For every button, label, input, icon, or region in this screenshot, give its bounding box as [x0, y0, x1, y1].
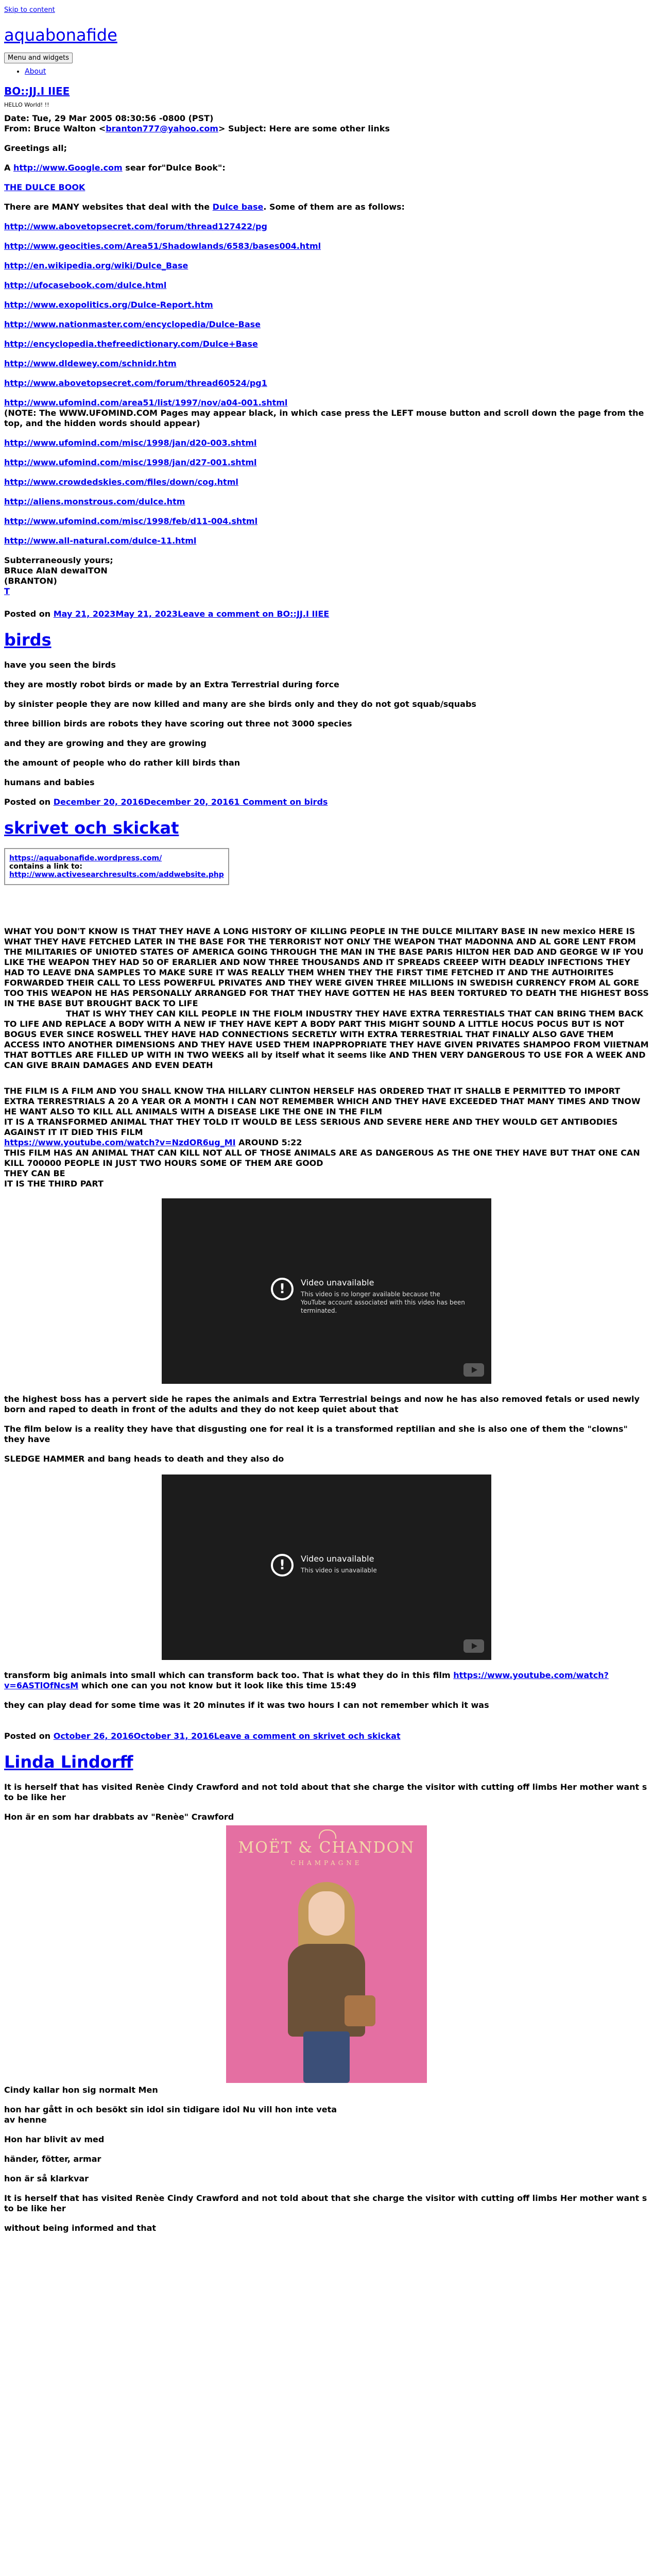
link-item	[4, 359, 649, 369]
video-error-message: This video is no longer available because the YouTube account associated with this video has been terminated.	[301, 1291, 465, 1315]
dulce-book-line	[4, 182, 649, 193]
post-bo-jj	[4, 85, 649, 619]
comment-link[interactable]: Leave a comment on BO::JJ.I IIEE	[178, 609, 330, 619]
post-skrivet-och-skickat	[4, 818, 649, 1741]
post-title	[4, 818, 649, 838]
yt-around: AROUND 5:22	[235, 1138, 302, 1147]
video-error-message: This video is unavailable	[301, 1567, 377, 1574]
post-line: Hon är en som har drabbats av "Renèe" Crawford	[4, 1812, 234, 1822]
google-suffix: sear for"Dulce Book":	[122, 163, 226, 173]
yt-line	[4, 1138, 649, 1148]
link-item	[4, 457, 649, 468]
youtube-embed[interactable]	[162, 1198, 491, 1384]
ufomind-note: (NOTE: The WWW.UFOMIND.COM Pages may appear black, in which case press the LEFT mouse button and scroll down the page from the top, and the hidden words should appear)	[4, 408, 644, 428]
crest-icon	[319, 1829, 336, 1839]
email-from	[4, 124, 649, 134]
post-line	[4, 1670, 649, 1691]
post-line: av henne	[4, 2115, 47, 2125]
dulce-base-link[interactable]: Dulce base	[212, 202, 264, 212]
photo-brand: MOËT & CHANDON	[238, 1839, 415, 1857]
post-title	[4, 85, 649, 97]
menu-and-widgets-button[interactable]: Menu and widgets	[4, 53, 73, 63]
hello-text: HELLO World! !!	[4, 101, 49, 108]
post-line: It is herself that has visited Renèe Cindy Crawford and not told about that she charge the visitor with cutting off limbs Her mother want s to be like her	[4, 1782, 647, 1802]
comment-link[interactable]: Leave a comment on skrivet och skickat	[214, 1731, 401, 1741]
resource-link[interactable]: http://www.abovetopsecret.com/forum/thread127422/pg	[4, 222, 267, 231]
post-line: hon är så klarkvar	[4, 2174, 89, 2183]
post-linda-lindorff	[4, 1752, 649, 2233]
post-line: The film below is a reality they have that disgusting one for real it is a transformed reptilian and she is also one of them the "clowns" they have	[4, 1424, 628, 1444]
resource-link[interactable]: http://encyclopedia.thefreedictionary.com/Dulce+Base	[4, 339, 258, 349]
post-line: the highest boss has a pervert side he rapes the animals and Extra Terrestrial beings and now he has also removed fetals or used newly born and raped to death in front of the adults and they do not keep quiet about that	[4, 1394, 640, 1414]
comment-link[interactable]: 1 Comment on birds	[234, 797, 328, 807]
caps-paragraph: THAT IS WHY THEY CAN KILL PEOPLE IN THE FIOLM INDUSTRY THEY HAVE EXTRA TERRESTIALS THAT CAN BRING THEM BACK TO LIFE AND REPLACE A BODY WITH A NEW IF THEY HAVE KEPT A BODY PART THIS MIGHT SOUND A LITTLE HOCUS POCUS BUT IS NOT BOGUS EVER SINCE ROSWELL THEY HAVE HAD CONNECTIONS SECRETLY WITH EXTRA TERRESTRIAL THAT FINALLY ALSO GAVE THEM ACCESS INTO ANOTHER DIMENSIONS AND THEY HAVE USED THEM INAPPROPRIATE THEY HAVE GIVEN PRIVATES SHAMPOO FROM VIIETNAM THAT BOTTLES ARE FILLED UP WITH IN TWO WEEKS all by itself what it seems like AND THEN VERY DANGEROUS TO USE FOR A WEEK AND CAN GIVE BRAIN DAMAGES AND EVEN DEATH	[4, 1009, 649, 1070]
post-title-link[interactable]: BO::JJ.I IIEE	[4, 85, 70, 97]
link-item	[4, 378, 649, 388]
email-date: Date: Tue, 29 Mar 2005 08:30:56 -0800 (PST)	[4, 113, 214, 123]
post-birds	[4, 630, 649, 807]
dulce-book-link[interactable]: THE DULCE BOOK	[4, 182, 85, 192]
box-link-site[interactable]: https://aquabonafide.wordpress.com/	[9, 854, 162, 862]
many-suffix: . Some of them are as follows:	[263, 202, 405, 212]
post-meta	[4, 1731, 649, 1741]
nav-item-about	[25, 67, 649, 76]
resource-link[interactable]: http://www.exopolitics.org/Dulce-Report.htm	[4, 300, 213, 310]
caps-paragraph: WHAT YOU DON'T KNOW IS THAT THEY HAVE A LONG HISTORY OF KILLING PEOPLE IN THE DULCE MILITARY BASE IN new mexico HERE IS WHAT THEY HAVE FETCHED LATER IN THE BASE FOR THE TERRORIST NOT ONLY THE WEAPON THAT MADONNA AND AL GORE LENT FROM THE MILITARIES OF UNIOTED STATES OF AMERICA GOING THROUGH THE MAN IN THE BASE PARIS HILTON HER DAD AND GEORGE W IF YOU LIKE THE WEAPON THEY HAD 50 OF ERARLIER AND NOW THREE THOUSANDS AND IT SPREADS CREEEP WITH DEADLY INFECTIONS THEY HAD TO LEAVE DNA SAMPLES TO MAKE SURE IT WAS REALLY THEM WHEN THEY THE FIRST TIME FETCHED IT AND THE AUTHOIRITES FORWARDED THEIR CALL TO LESS POWERFUL PRIVATES AND THEY WERE GIVEN THREE MILLIONS IN SWEDISH CURRENCY FROM AL GORE TOO THIS WEAPON HE HAS PERSONALLY ARRANGED FOR THAT THEY HAVE GOTTEN HE HAS BEEN TORTURED TO DEATH THE HIGHEST BOSS IN THE BASE BUT BROUGHT BACK TO LIFE	[4, 926, 649, 1008]
caps-paragraph: THE FILM IS A FILM AND YOU SHALL KNOW THA HILLARY CLINTON HERSELF HAS ORDERED THAT IT SHALLB E PERMITTED TO IMPORT EXTRA TERRESTRIALS A 20 A YEAR OR A MONTH I CAN NOT REMEMBER WHICH AND THEY HAVE EXCEEDED THAT MANY TIMES AND TNOW HE WANT ALSO TO KILL ALL ANIMALS WITH A DISEASE LIKE THE ONE IN THE FILM	[4, 1086, 641, 1116]
link-item	[4, 339, 649, 349]
nav-link-about[interactable]: About	[25, 67, 46, 76]
greetings: Greetings all;	[4, 143, 67, 153]
resource-link[interactable]: http://www.crowdedskies.com/files/down/cog.html	[4, 477, 238, 487]
youtube-link[interactable]: https://www.youtube.com/watch?v=6ASTlOfNcsM	[4, 1670, 609, 1690]
link-item	[4, 319, 649, 330]
box-link-addwebsite[interactable]: http://www.activesearchresults.com/addwebsite.php	[9, 871, 224, 879]
resource-link[interactable]: http://www.ufomind.com/area51/list/1997/nov/a04-001.shtml	[4, 398, 288, 408]
resource-link[interactable]: http://www.nationmaster.com/encyclopedia/Dulce-Base	[4, 319, 261, 329]
site-title	[4, 25, 649, 45]
post-line: It is herself that has visited Renèe Cindy Crawford and not told about that she charge the visitor with cutting off limbs Her mother want s to be like her	[4, 2193, 647, 2213]
post-line: Hon har blivit av med	[4, 2134, 105, 2144]
email-from-suffix: > Subject: Here are some other links	[218, 124, 390, 133]
post-title-link[interactable]: Linda Lindorff	[4, 1752, 133, 1772]
caps-paragraph: THEY CAN BE	[4, 1168, 65, 1178]
t-line	[4, 586, 649, 597]
link-item	[4, 280, 649, 291]
resource-link[interactable]: http://www.geocities.com/Area51/Shadowlands/6583/bases004.html	[4, 241, 321, 251]
post-meta	[4, 797, 649, 807]
post-line: händer, fötter, armar	[4, 2154, 101, 2164]
post-line: SLEDGE HAMMER and bang heads to death and they also do	[4, 1454, 284, 1464]
alert-icon: !	[271, 1554, 294, 1577]
video-error-title: Video unavailable	[301, 1554, 374, 1564]
posted-on-label: Posted on	[4, 609, 54, 619]
youtube-link[interactable]: https://www.youtube.com/watch?v=NzdOR6ug_MI	[4, 1138, 236, 1147]
caps-paragraph: THIS FILM HAS AN ANIMAL THAT CAN KILL NOT ALL OF THOSE ANIMALS ARE AS DANGEROUS AS THE ONE THEY HAVE BUT THAT ONE CAN KILL 700000 PEOPLE IN JUST TWO HOURS SOME OF THEM ARE GOOD	[4, 1148, 640, 1168]
resource-link[interactable]: http://www.ufomind.com/misc/1998/jan/d27-001.shtml	[4, 457, 257, 467]
posted-on-label: Posted on	[4, 797, 54, 807]
post-line: hon har gått in och besökt sin idol sin tidigare idol Nu vill hon inte veta	[4, 2105, 337, 2114]
site-title-link[interactable]: aquabonafide	[4, 25, 117, 45]
link-item	[4, 477, 649, 487]
handbag	[345, 1995, 375, 2026]
youtube-logo-icon[interactable]	[463, 1639, 484, 1653]
t-link[interactable]: T	[4, 586, 10, 596]
after4-prefix: transform big animals into small which can transform back too. That is what they do in this film	[4, 1670, 454, 1680]
email-from-prefix: From: Bruce Walton <	[4, 124, 106, 133]
post-date-link[interactable]: October 26, 2016October 31, 2016	[53, 1731, 214, 1741]
post-date-link[interactable]: December 20, 2016December 20, 2016	[53, 797, 234, 807]
main-nav	[4, 67, 649, 76]
resource-link[interactable]: http://ufocasebook.com/dulce.html	[4, 280, 167, 290]
post-title-link[interactable]: birds	[4, 630, 51, 650]
link-item	[4, 261, 649, 271]
alert-icon: !	[271, 1278, 294, 1300]
posted-on-label: Posted on	[4, 1731, 54, 1741]
link-item	[4, 241, 649, 251]
youtube-logo-icon[interactable]	[463, 1363, 484, 1377]
post-title	[4, 1752, 649, 1772]
resource-link[interactable]: http://www.all-natural.com/dulce-11.html	[4, 536, 197, 546]
email-link[interactable]: branton777@yahoo.com	[106, 124, 218, 133]
caps-paragraph: IT IS THE THIRD PART	[4, 1179, 104, 1189]
post-title-link[interactable]: skrivet och skickat	[4, 818, 179, 838]
resource-link[interactable]: http://aliens.monstrous.com/dulce.htm	[4, 497, 185, 506]
link-item	[4, 398, 649, 408]
resource-link[interactable]: http://en.wikipedia.org/wiki/Dulce_Base	[4, 261, 188, 270]
google-link[interactable]: http://www.Google.com	[13, 163, 123, 173]
post-line: three billion birds are robots they have scoring out three not 3000 species	[4, 719, 352, 728]
link-item	[4, 497, 649, 507]
youtube-embed[interactable]	[162, 1475, 491, 1660]
post-line: have you seen the birds	[4, 660, 116, 670]
box-text: contains a link to:	[9, 862, 82, 871]
post-meta	[4, 609, 649, 619]
caps-paragraph: IT IS A TRANSFORMED ANIMAL THAT THEY TOLD IT WOULD BE LESS SERIOUS AND SEVERE HERE AND THEY WOULD GET ANTIBODIES AGAINST IT IT DIED THIS FILM	[4, 1117, 618, 1137]
post-line: they are mostly robot birds or made by an Extra Terrestrial during force	[4, 680, 339, 689]
skip-to-content-link[interactable]: Skip to content	[4, 6, 55, 14]
link-box	[4, 848, 229, 885]
resource-link[interactable]: http://www.dldewey.com/schnidr.htm	[4, 359, 177, 368]
post-title	[4, 630, 649, 650]
signature-line: Subterraneously yours;	[4, 555, 113, 565]
post-line: without being informed and that	[4, 2223, 157, 2233]
link-item	[4, 536, 649, 546]
post-line: they can play dead for some time was it 20 minutes if it was two hours I can not remember which it was	[4, 1700, 489, 1710]
after4-suffix: which one can you not know but it look like this time 15:49	[78, 1681, 357, 1690]
photo-brand-sub: CHAMPAGNE	[290, 1859, 363, 1867]
link-item	[4, 438, 649, 448]
post-photo	[226, 1825, 427, 2083]
post-line: by sinister people they are now killed and many are she birds only and they do not got squab/squabs	[4, 699, 476, 709]
person-face	[308, 1891, 345, 1936]
resource-link[interactable]: http://www.ufomind.com/misc/1998/feb/d11-004.shtml	[4, 516, 258, 526]
link-item	[4, 300, 649, 310]
google-prefix: A	[4, 163, 13, 173]
person-legs	[303, 2031, 350, 2083]
post-line: Cindy kallar hon sig normalt Men	[4, 2085, 158, 2095]
post-line: humans and babies	[4, 777, 95, 787]
link-item	[4, 222, 649, 232]
many-prefix: There are MANY websites that deal with the	[4, 202, 213, 212]
post-line: and they are growing and they are growing	[4, 738, 207, 748]
post-line: the amount of people who do rather kill birds than	[4, 758, 240, 768]
signature-line: (BRANTON)	[4, 576, 57, 586]
many-websites-line	[4, 202, 649, 212]
resource-link[interactable]: http://www.abovetopsecret.com/forum/thread60524/pg1	[4, 378, 267, 388]
video-error-title: Video unavailable	[301, 1278, 374, 1287]
signature-line: BRuce AlaN dewalTON	[4, 566, 108, 575]
google-line	[4, 163, 649, 173]
post-date-link[interactable]: May 21, 2023May 21, 2023	[53, 609, 178, 619]
link-item	[4, 516, 649, 527]
resource-link[interactable]: http://www.ufomind.com/misc/1998/jan/d20-003.shtml	[4, 438, 257, 448]
